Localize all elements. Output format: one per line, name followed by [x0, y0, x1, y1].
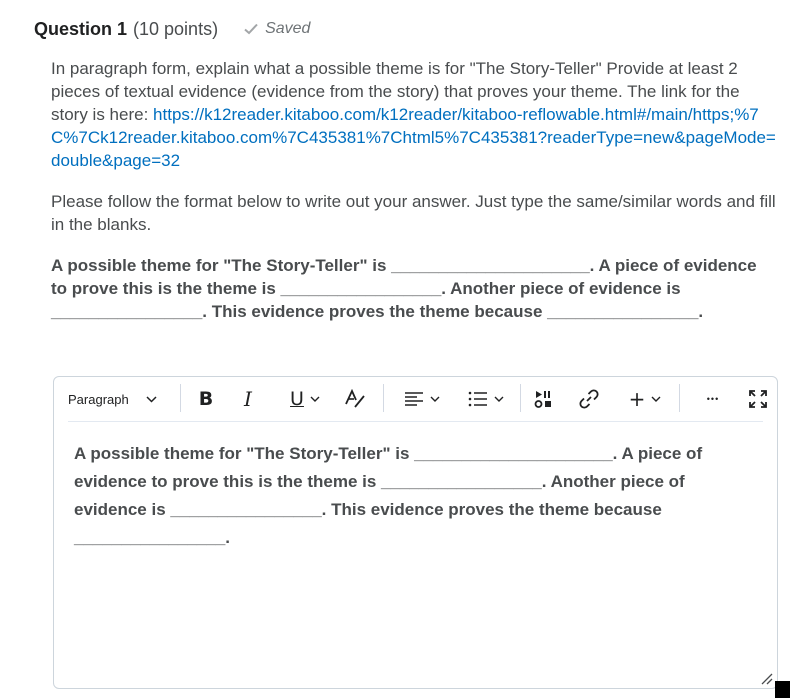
resize-handle-icon[interactable]	[759, 671, 773, 685]
saved-status-label: Saved	[265, 20, 311, 37]
italic-button[interactable]: I	[244, 387, 252, 411]
bold-button[interactable]: B	[198, 388, 214, 410]
prompt-paragraph-1	[51, 57, 776, 172]
question-points: (10 points)	[133, 19, 219, 39]
list-dropdown[interactable]	[464, 385, 508, 413]
chevron-down-icon	[494, 396, 504, 402]
block-format-dropdown[interactable]	[68, 385, 164, 413]
answer-editor	[53, 376, 778, 689]
prompt-paragraph-2: Please follow the format below to write out your answer. Just type the same/similar words and fill in the blanks.	[51, 192, 776, 234]
expand-icon	[748, 389, 768, 409]
align-left-icon	[404, 391, 424, 407]
block-format-label: Paragraph	[68, 391, 129, 407]
media-icon	[534, 389, 554, 409]
toolbar-divider	[383, 384, 384, 412]
prompt-instructions: In paragraph form, explain what a possible theme is for "The Story-Teller" Provide at least 2 pieces of textual evidence (evidence from the story) that proves your theme. The link for the story is here:	[51, 59, 740, 124]
insert-media-button[interactable]	[530, 385, 558, 413]
question-header	[34, 19, 310, 40]
chevron-down-icon	[310, 396, 320, 402]
underline-dropdown[interactable]	[283, 385, 327, 413]
text-format-icon	[344, 389, 366, 409]
fullscreen-button[interactable]	[744, 385, 772, 413]
insert-dropdown[interactable]	[625, 385, 665, 413]
chevron-down-icon	[146, 396, 157, 403]
corner-block	[775, 681, 790, 698]
question-prompt	[51, 57, 776, 323]
toolbar-divider-line	[68, 421, 763, 422]
underline-label: U	[290, 388, 304, 410]
plus-icon: +	[628, 387, 646, 411]
question-title: Question 1	[34, 19, 128, 39]
insert-link-button[interactable]	[575, 385, 603, 413]
bulleted-list-icon	[468, 391, 488, 407]
checkmark-icon	[244, 23, 258, 35]
chevron-down-icon	[430, 396, 440, 402]
more-options-button[interactable]: •••	[706, 394, 720, 404]
toolbar-divider	[679, 384, 680, 412]
editor-toolbar	[54, 377, 777, 421]
link-icon	[579, 389, 599, 409]
toolbar-divider	[180, 384, 181, 412]
prompt-answer-template: A possible theme for "The Story-Teller" is _____________________. A piece of evidence to prove this is the theme is _________________. Another piece of evidence is ________________. This evidence proves the theme because ________________.	[51, 256, 757, 321]
text-format-button[interactable]	[341, 385, 369, 413]
editor-content[interactable]: A possible theme for "The Story-Teller" is _____________________. A piece of evidence to prove this is the theme is _________________. Another piece of evidence is ________________. This evidence proves the theme because ________________.	[74, 444, 703, 547]
align-dropdown[interactable]	[400, 385, 444, 413]
chevron-down-icon	[651, 396, 661, 402]
story-link[interactable]: https://k12reader.kitaboo.com/k12reader/kitaboo-reflowable.html#/main/https;%7C%7Ck12reader.kitaboo.com%7C435381%7Chtml5%7C435381?readerType=new&pageMode=double&page=32	[51, 105, 776, 170]
saved-status	[244, 20, 310, 38]
toolbar-divider	[520, 384, 521, 412]
